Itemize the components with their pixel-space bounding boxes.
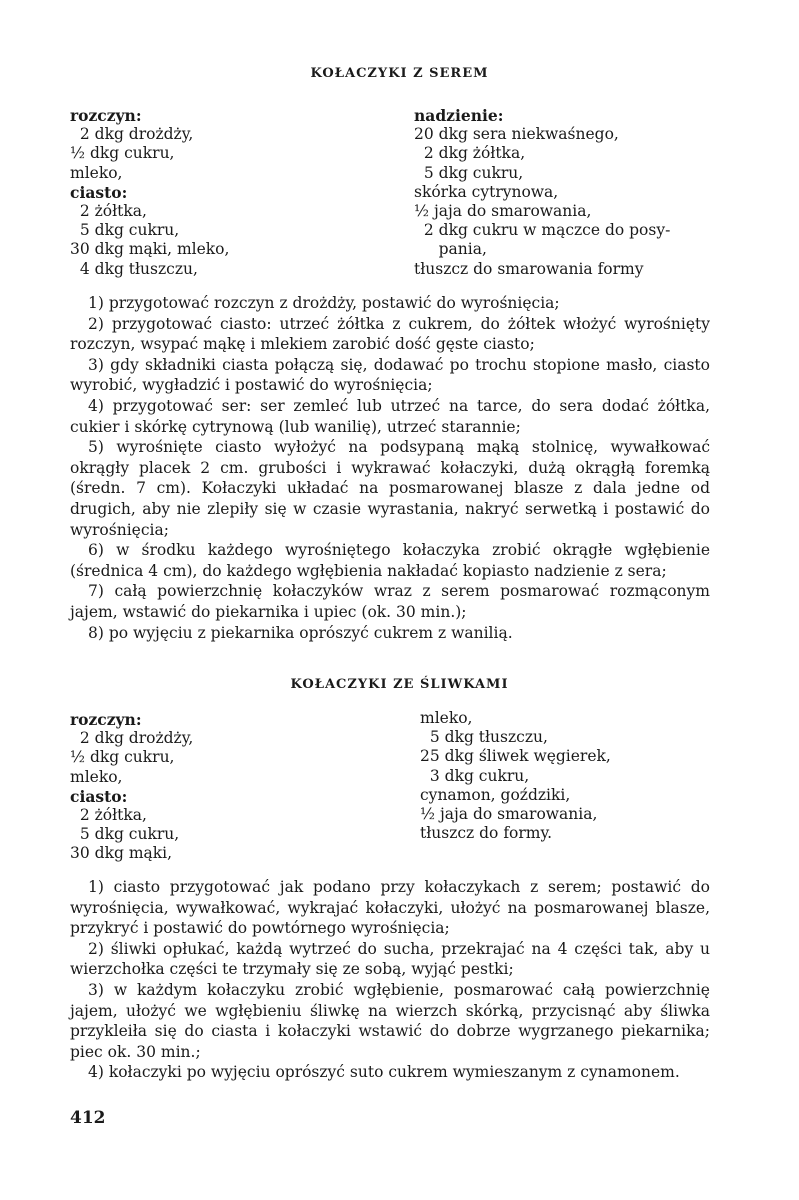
recipe1-steps	[70, 293, 710, 643]
recipe1-ingredients-right	[414, 106, 734, 279]
instruction-step: 4) przygotować ser: ser zemleć lub utrzeć na tarce, do sera dodać żółtka, cukier i skórkę cytrynową (lub wanilię), utrzeć starannie;	[70, 396, 710, 436]
instruction-step: 8) po wyjęciu z piekarnika oprószyć cukrem z wanilią.	[88, 623, 513, 642]
instruction-step: 7) całą powierzchnię kołaczyków wraz z serem posmarować rozmąconym jajem, wstawić do piekarnika i upiec (ok. 30 min.);	[70, 582, 710, 621]
ingredient-heading: rozczyn:	[70, 106, 142, 125]
ingredient-heading: nadzienie:	[414, 106, 504, 125]
recipe2-ingredients-right	[420, 709, 740, 843]
ingredient-line: 4 dkg tłuszczu,	[70, 259, 198, 278]
page-number: 412	[70, 1108, 106, 1128]
ingredient-heading: rozczyn:	[70, 710, 142, 729]
recipe2-steps	[70, 877, 710, 1083]
ingredient-line: ½ dkg cukru,	[70, 144, 175, 163]
ingredient-line: 3 dkg cukru,	[420, 766, 530, 785]
ingredient-line: 5 dkg cukru,	[414, 163, 524, 182]
instruction-step: 4) kołaczyki po wyjęciu oprószyć suto cukrem wymieszanym z cynamonem.	[88, 1063, 680, 1082]
ingredient-heading: ciasto:	[70, 786, 128, 806]
ingredient-line: ½ jaja do smarowania,	[420, 805, 598, 824]
instruction-step: 1) przygotować rozczyn z drożdży, postawić do wyrośnięcia;	[88, 294, 560, 312]
ingredient-line: 2 dkg drożdży,	[70, 729, 194, 748]
instruction-step: 2) śliwki opłukać, każdą wytrzeć do sucha, przekrajać na 4 części tak, aby u wierzchołka części te trzymały się ze sobą, wyjąć pestki;	[70, 939, 710, 979]
recipe1-ingredients-left	[70, 106, 370, 279]
ingredient-line: skórka cytrynowa,	[414, 182, 559, 201]
instruction-step: 6) w środku każdego wyrośniętego kołaczyka zrobić okrągłe wgłębienie (średnica 4 cm), do każdego wgłębienia nakładać kopiasto nadzienie z sera;	[70, 541, 710, 580]
instruction-step: 5) wyrośnięte ciasto wyłożyć na podsypaną mąką stolnicę, wywałkować okrągły placek 2 cm. grubości i wykrawać kołaczyki, dużą okrągłą foremką (średn. 7 cm). Kołaczyki układać na posmarowanej blasze z dala jedne od drugich, aby nie zlepiły się w czasie wyrastania, nakryć serwetką i postawić do wyrośnięcia;	[70, 438, 710, 539]
ingredient-line: 5 dkg tłuszczu,	[420, 728, 548, 747]
ingredient-line: tłuszcz do formy.	[420, 824, 553, 843]
ingredient-line: ½ dkg cukru,	[70, 748, 175, 767]
ingredient-line: 30 dkg mąki,	[70, 844, 173, 863]
ingredient-line: 5 dkg cukru,	[70, 825, 180, 844]
recipe2-title: KOŁACZYKI ZE ŚLIWKAMI	[290, 677, 509, 692]
ingredient-line: 2 dkg żółtka,	[414, 144, 526, 163]
recipe1-title: KOŁACZYKI Z SEREM	[310, 66, 489, 81]
ingredient-line: 2 żółtka,	[70, 202, 147, 221]
ingredient-line: pania,	[414, 240, 487, 259]
ingredient-line: 2 żółtka,	[70, 806, 147, 825]
instruction-step: 1) ciasto przygotować jak podano przy kołaczykach z serem; postawić do wyrośnięcia, wywałkować, wykrajać kołaczyki, ułożyć na posmarowanej blasze, przykryć i postawić do powtórnego wyrośnięcia;	[70, 878, 710, 938]
ingredient-line: cynamon, goździki,	[420, 785, 571, 804]
ingredient-line: mleko,	[70, 767, 123, 786]
ingredient-line: mleko,	[70, 163, 123, 182]
ingredient-line: 25 dkg śliwek węgierek,	[420, 747, 611, 766]
ingredient-line: ½ jaja do smarowania,	[414, 202, 592, 221]
ingredient-line: 20 dkg sera niekwaśnego,	[414, 125, 619, 144]
ingredient-line: 2 dkg cukru w mączce do posy-	[414, 221, 671, 240]
instruction-step: 3) w każdym kołaczyku zrobić wgłębienie, posmarować całą powierzchnię jajem, ułożyć we wgłębieniu śliwkę na wierzch skórką, przycisnąć aby śliwka przykleiła się do ciasta i kołaczyki wstawić do dobrze wygrzanego piekarnika; piec ok. 30 min.;	[70, 980, 710, 1061]
ingredient-line: tłuszcz do smarowania formy	[414, 259, 644, 278]
recipe2-ingredients-left	[70, 710, 370, 864]
instruction-step: 3) gdy składniki ciasta połączą się, dodawać po trochu stopione masło, ciasto wyrobić, wygładzić i postawić do wyrośnięcia;	[70, 355, 710, 395]
ingredient-heading: ciasto:	[70, 182, 128, 202]
ingredient-line: 30 dkg mąki, mleko,	[70, 240, 230, 259]
ingredient-line: 5 dkg cukru,	[70, 221, 180, 240]
instruction-step: 2) przygotować ciasto: utrzeć żółtka z cukrem, do żółtek włożyć wyrośnięty rozczyn, wsypać mąkę i mlekiem zarobić dość gęste ciasto;	[70, 314, 710, 354]
ingredient-line: 2 dkg drożdży,	[70, 125, 194, 144]
ingredient-line: mleko,	[420, 709, 473, 727]
